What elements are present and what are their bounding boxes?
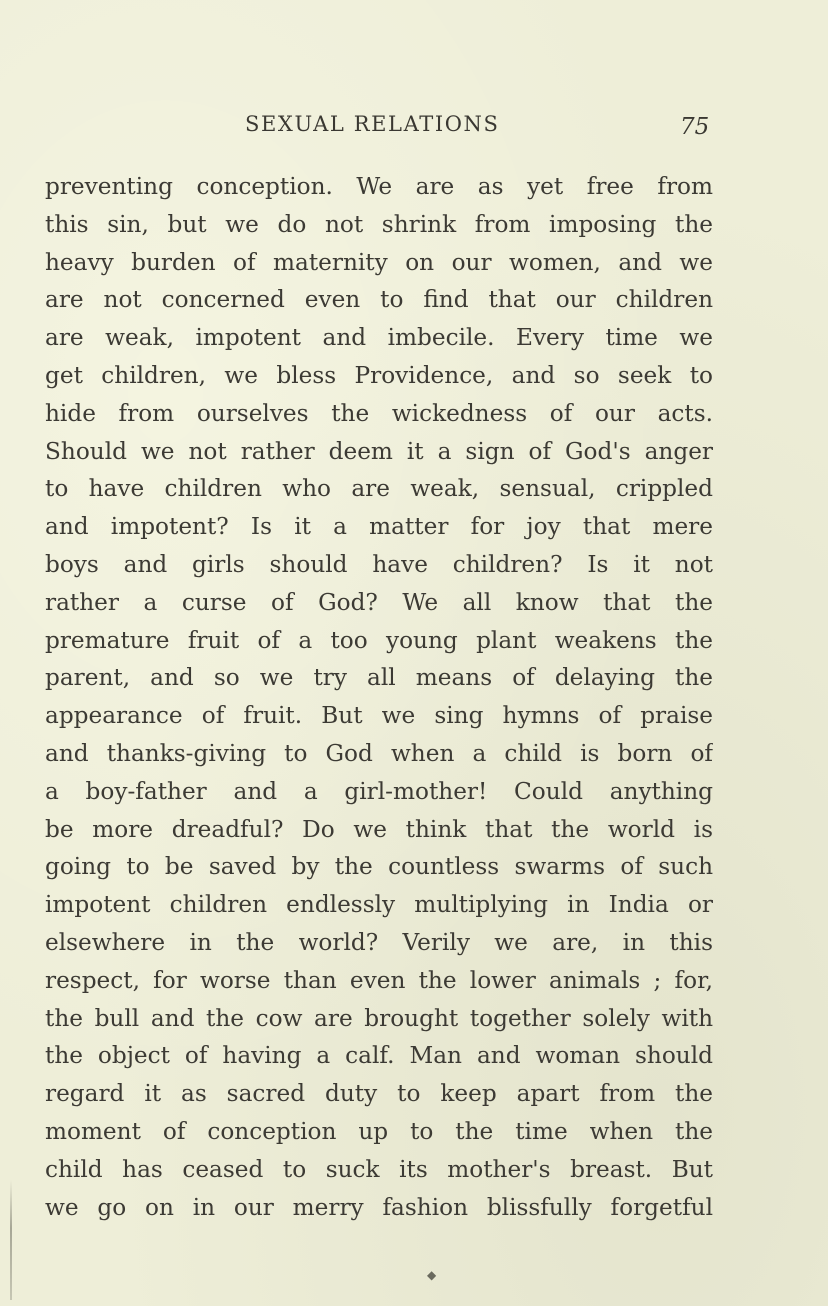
text-line: are weak, impotent and imbecile. Every time we xyxy=(45,324,713,352)
text-line: get children, we bless Providence, and so seek to xyxy=(45,361,713,389)
text-line: appearance of fruit. But we sing hymns of praise xyxy=(45,702,713,730)
text-line: heavy burden of maternity on our women, and we xyxy=(45,248,713,276)
page-number: 75 xyxy=(680,114,710,140)
body-text xyxy=(45,168,713,1226)
text-line: going to be saved by the countless swarms of such xyxy=(45,853,713,881)
text-line: child has ceased to suck its mother's breast. But xyxy=(45,1155,713,1183)
text-line: this sin, but we do not shrink from imposing the xyxy=(45,210,713,238)
text-line: we go on in our merry fashion blissfully forgetful xyxy=(45,1193,713,1221)
footer-ornament-icon: ◆ xyxy=(427,1268,437,1282)
text-line: the bull and the cow are brought together solely with xyxy=(45,1004,713,1032)
text-line: Should we not rather deem it a sign of God's anger xyxy=(45,437,713,465)
text-line: respect, for worse than even the lower animals ; for, xyxy=(45,966,713,994)
text-line: rather a curse of God? We all know that the xyxy=(45,588,713,616)
text-line: preventing conception. We are as yet free from xyxy=(45,173,713,200)
text-line: parent, and so we try all means of delaying the xyxy=(45,664,713,692)
text-line: to have children who are weak, sensual, crippled xyxy=(45,475,713,503)
running-head-title: SEXUAL RELATIONS xyxy=(245,112,500,136)
text-line: impotent children endlessly multiplying in India or xyxy=(45,891,713,919)
text-line: elsewhere in the world? Verily we are, in this xyxy=(45,928,713,956)
text-line: be more dreadful? Do we think that the world is xyxy=(45,815,713,843)
margin-shadow xyxy=(10,1180,12,1300)
text-line: and thanks-giving to God when a child is born of xyxy=(45,739,713,767)
text-line: moment of conception up to the time when the xyxy=(45,1117,713,1145)
text-line: are not concerned even to find that our children xyxy=(45,286,713,314)
text-line: premature fruit of a too young plant weakens the xyxy=(45,626,713,654)
text-line: the object of having a calf. Man and woman should xyxy=(45,1042,713,1070)
text-line: and impotent? Is it a matter for joy that mere xyxy=(45,513,713,541)
text-line: a boy-father and a girl-mother! Could anything xyxy=(45,777,713,805)
text-line: regard it as sacred duty to keep apart from the xyxy=(45,1080,713,1108)
text-line: boys and girls should have children? Is it not xyxy=(45,550,713,578)
page-header xyxy=(0,112,828,142)
text-line: hide from ourselves the wickedness of our acts. xyxy=(45,399,713,427)
